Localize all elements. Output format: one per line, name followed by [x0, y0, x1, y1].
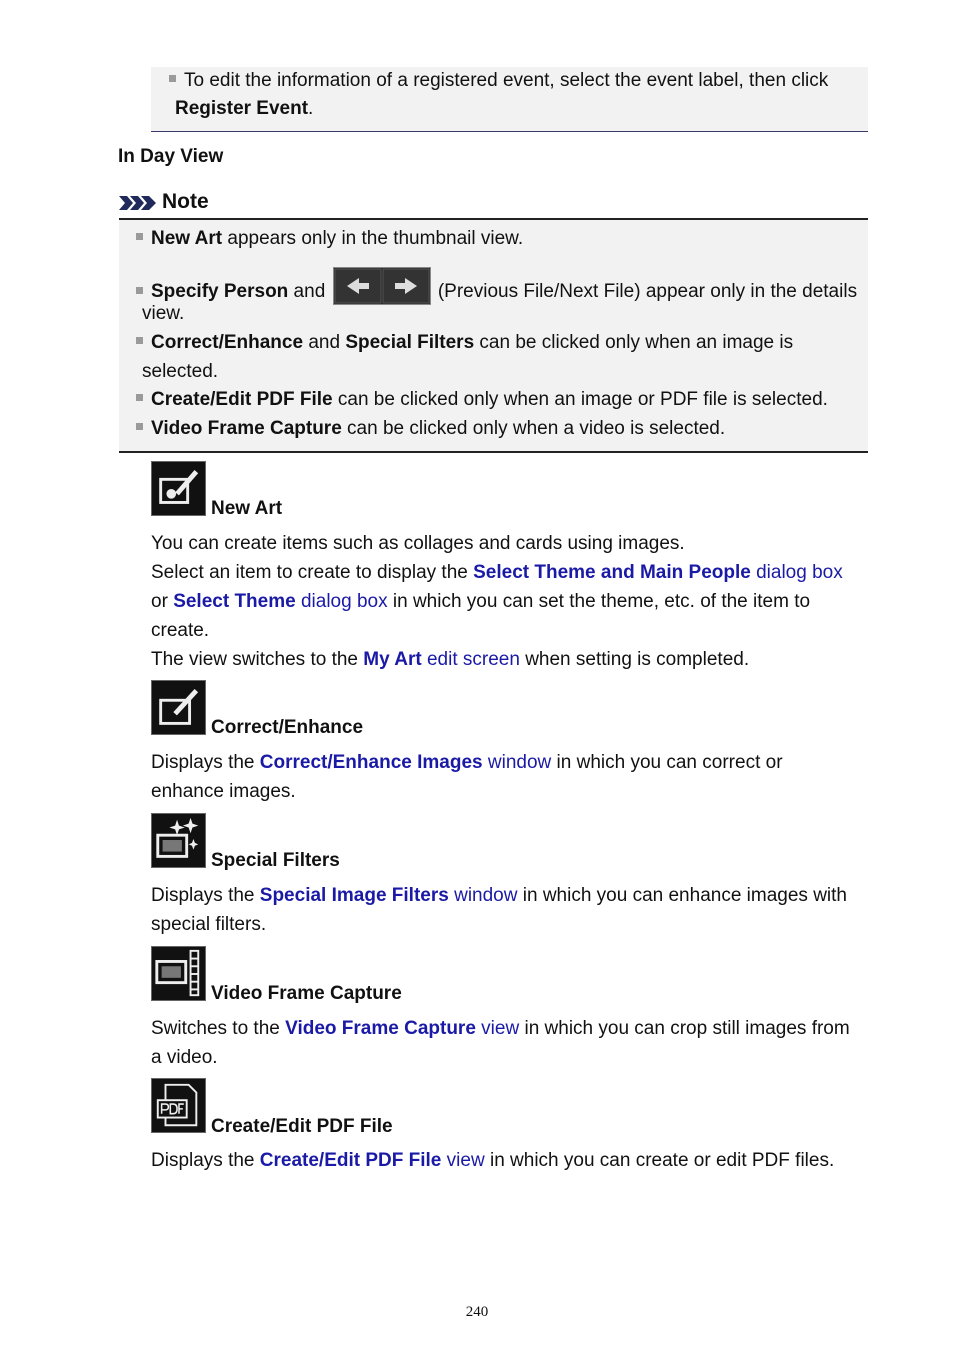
page-number: 240	[465, 1304, 489, 1320]
create-edit-pdf-title: Create/Edit PDF File	[211, 1116, 393, 1137]
video-frame-capture-title: Video Frame Capture	[211, 983, 402, 1004]
video-frame-capture-link[interactable]: Video Frame Capture	[285, 1018, 476, 1039]
special-image-filters-link[interactable]: Special Image Filters	[259, 885, 449, 906]
bullet-icon	[136, 287, 143, 294]
correct-enhance-description: Displays the Correct/Enhance Images window in which you can correct or enhance images.	[151, 752, 783, 802]
note-box	[119, 218, 868, 453]
top-note-line1: To edit the information of a registered event, select the event label, then click	[169, 69, 828, 93]
special-filters-description: Displays the Special Image Filters window in which you can enhance images with special filters.	[151, 885, 847, 935]
correct-enhance-icon	[151, 680, 206, 735]
bullet-icon	[169, 75, 176, 82]
bullet-icon	[136, 337, 143, 344]
bullet-icon	[136, 233, 143, 240]
note-item-2: Specify Person and (Previous File/Next File) appear only in the details	[136, 273, 857, 311]
my-art-link[interactable]: My Art	[363, 649, 422, 670]
note-title: Note	[162, 190, 209, 213]
day-view-heading: In Day View	[118, 146, 224, 167]
bullet-icon	[136, 423, 143, 430]
special-filters-icon	[151, 813, 206, 868]
note-item-4: Create/Edit PDF File can be clicked only when an image or PDF file is selected.	[136, 388, 828, 412]
pdf-icon	[151, 1078, 206, 1133]
correct-enhance-images-link[interactable]: Correct/Enhance Images	[259, 752, 483, 773]
top-note-box	[151, 67, 868, 132]
note-item-1: New Art appears only in the thumbnail view.	[136, 227, 523, 251]
note-item-3: Correct/Enhance and Special Filters can be clicked only when an image is	[136, 331, 793, 355]
bullet-icon	[136, 394, 143, 401]
new-art-description: You can create items such as collages and cards using images. Select an item to create to display the Select Theme and Main People dialog box or Select Theme dialog box in which you can set the theme, etc. of the item to create. The view switches to the My Art edit screen when setting is completed.	[151, 533, 843, 670]
note-item-3-wrap: selected.	[142, 361, 219, 382]
correct-enhance-title: Correct/Enhance	[211, 717, 364, 738]
new-art-icon	[151, 461, 206, 516]
note-item-2-wrap: view.	[142, 303, 185, 324]
select-theme-link[interactable]: Select Theme	[173, 591, 296, 612]
create-edit-pdf-link[interactable]: Create/Edit PDF File	[259, 1150, 442, 1171]
video-frame-capture-icon	[151, 946, 206, 1001]
select-theme-main-people-link[interactable]: Select Theme and Main People	[473, 562, 751, 583]
note-item-5: Video Frame Capture can be clicked only when a video is selected.	[136, 417, 725, 441]
video-frame-capture-description: Switches to the Video Frame Capture view in which you can crop still images from a video.	[151, 1018, 850, 1068]
note-arrows-icon	[119, 192, 159, 214]
new-art-title: New Art	[211, 498, 283, 519]
prev-next-file-buttons	[333, 267, 431, 305]
special-filters-title: Special Filters	[211, 850, 340, 871]
create-edit-pdf-description: Displays the Create/Edit PDF File view in which you can create or edit PDF files.	[151, 1150, 835, 1171]
top-note-line2: Register Event.	[175, 98, 314, 119]
